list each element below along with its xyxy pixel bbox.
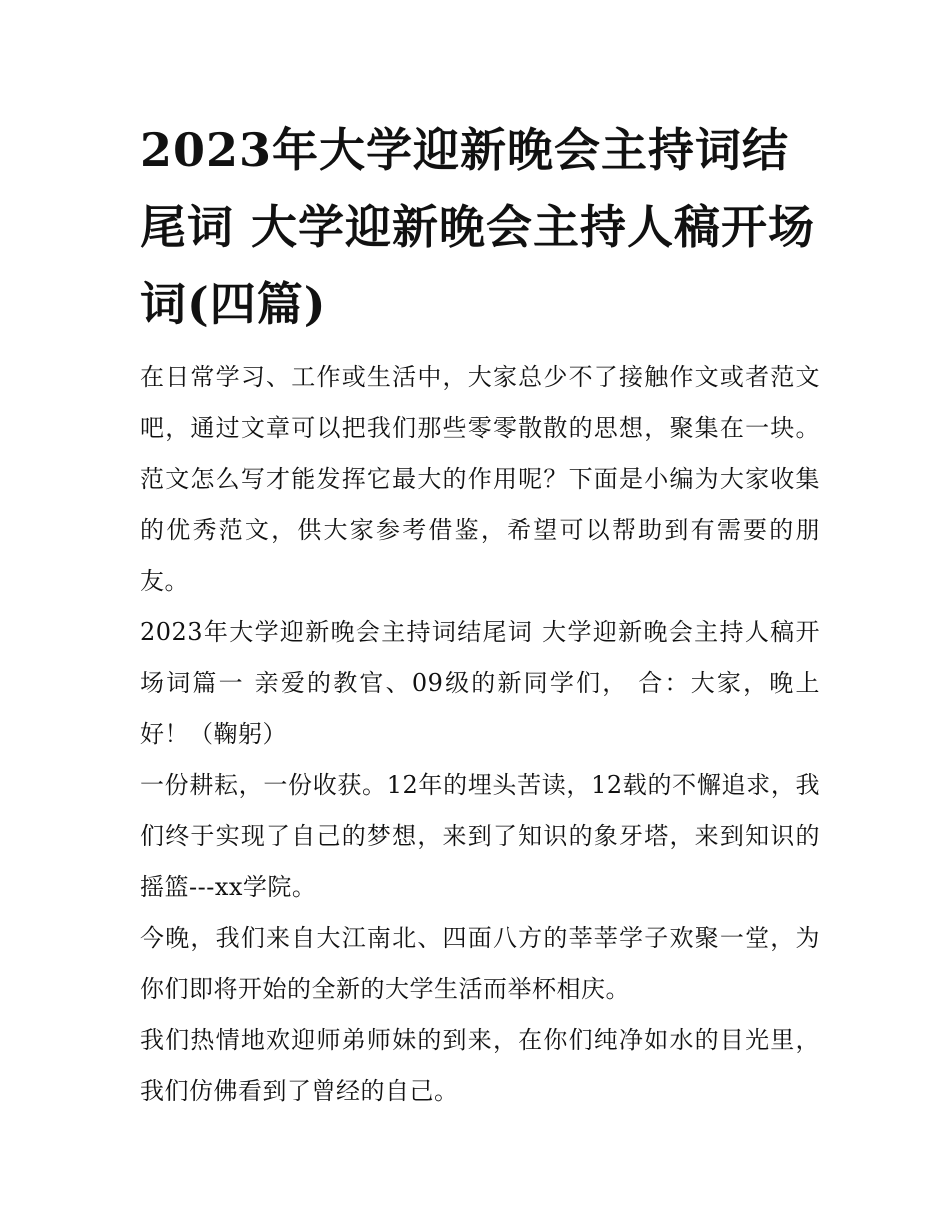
document-content: [140, 112, 820, 1117]
paragraph-section-one-opening: 2023年大学迎新晚会主持词结尾词 大学迎新晚会主持人稿开场词篇一 亲爱的教官、09级的新同学们， 合：大家，晚上好！（鞠躬）: [140, 618, 820, 748]
document-title: 2023年大学迎新晚会主持词结尾词 大学迎新晚会主持人稿开场词(四篇): [140, 123, 816, 331]
paragraph-harvest: 一份耕耘，一份收获。12年的埋头苦读，12载的不懈追求，我们终于实现了自己的梦想，来到了知识的象牙塔，来到知识的摇篮---xx学院。: [140, 771, 820, 901]
paragraph-intro: 在日常学习、工作或生活中，大家总少不了接触作文或者范文吧，通过文章可以把我们那些零零散散的思想，聚集在一块。范文怎么写才能发挥它最大的作用呢？下面是小编为大家收集的优秀范文，供大家参考借鉴，希望可以帮助到有需要的朋友。: [140, 363, 820, 595]
paragraph-welcome: 我们热情地欢迎师弟师妹的到来，在你们纯净如水的目光里，我们仿佛看到了曾经的自己。: [140, 1026, 820, 1105]
paragraph-gathering: 今晚，我们来自大江南北、四面八方的莘莘学子欢聚一堂，为你们即将开始的全新的大学生活而举杯相庆。: [140, 924, 820, 1003]
